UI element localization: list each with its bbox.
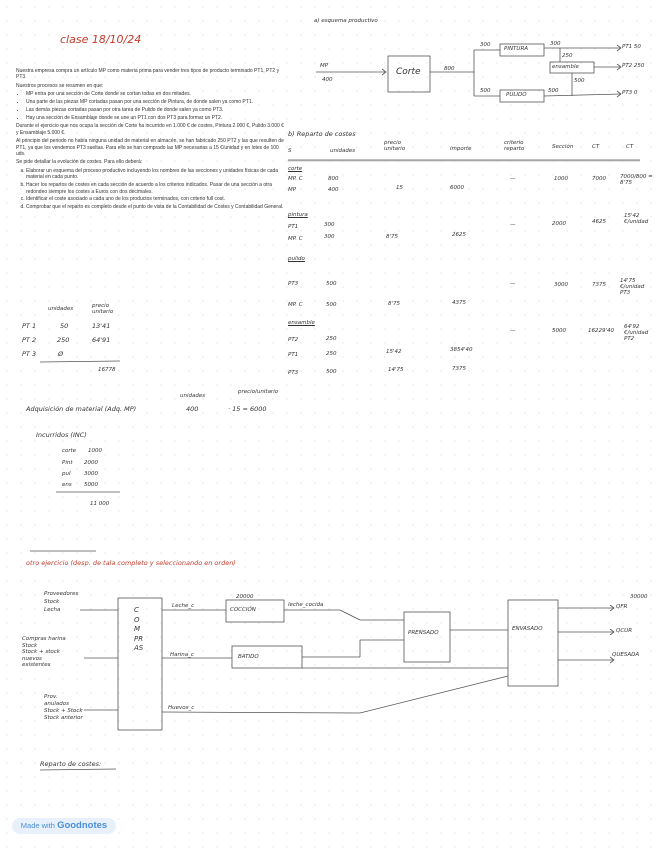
input-line: existentes — [22, 662, 51, 668]
inc-total: 11 000 — [90, 501, 110, 507]
inc-value: 3000 — [84, 471, 98, 477]
output-qfr-qty: 30000 — [630, 594, 648, 600]
prensado-label: PRENSADO — [408, 630, 439, 636]
task-item: c. Identificar el coste asociado a cada uno de los productos terminados, con criterio full cost. — [26, 196, 286, 202]
output-qfr: QFR — [616, 604, 628, 610]
result-qty: Ø — [58, 350, 64, 358]
task-item: d. Comprobar que el reparto es completo desde el punto de vista de la Contabilidad de Costes y Contabilidad General. — [26, 204, 286, 210]
inc-value: 2000 — [84, 460, 98, 466]
reparto-label: Reparto de costes: — [40, 760, 102, 768]
cost-item: PT3 — [288, 370, 299, 376]
adq-label: Adquisición de material (Adq. MP) — [26, 405, 137, 413]
task-intro: Se pide detallar la evolución de costes. Para ello deberá: — [16, 159, 143, 166]
costs-header: CT — [626, 144, 634, 150]
cost-amount: 6000 — [450, 185, 464, 191]
scheme-out-pt2: PT2 250 — [622, 63, 645, 69]
input-group — [22, 636, 66, 669]
costs-header: precio unitario — [384, 140, 406, 152]
inc-name: corte — [62, 448, 77, 454]
batido-label: BATIDO — [238, 654, 259, 660]
incurridos-label: Incurridos (INC) — [36, 431, 87, 439]
problem-intro: Nuestra empresa compra un artículo MP como materia prima para vender tres tipos de producto terminado PT1, PT2 y PT3. — [16, 68, 280, 81]
scheme-corte-out: 800 — [444, 66, 455, 72]
section-name: corte — [288, 166, 303, 172]
costs-header: CT — [592, 144, 600, 150]
cost-price: 15'42 — [386, 349, 402, 355]
scheme-title: a) esquema productivo — [314, 18, 378, 24]
result-qty: 50 — [60, 322, 69, 330]
section-name: ensamble — [288, 320, 315, 326]
input-line: Stock — [22, 642, 38, 649]
costs-header: criterio reparto — [504, 140, 525, 152]
input-line: Stock — [44, 599, 60, 605]
cost-item: PT1 — [288, 352, 299, 358]
cost-units: 800 — [328, 176, 339, 182]
badge-prefix: Made with — [20, 821, 55, 830]
cost-sec: 5000 — [552, 328, 566, 334]
cost-crit: — — [510, 222, 516, 228]
badge-brand: Goodnotes — [57, 820, 108, 831]
input-line: nuevos — [22, 655, 42, 662]
cost-price: 8'75 — [386, 234, 399, 240]
process-item: • MP entra por una sección de Corte donde se cortan todas en dos mitades. — [26, 91, 286, 97]
exercise2-title: otro ejercicio (desp. de tala completo y seleccionando en orden) — [26, 559, 236, 567]
cost-amount: 2625 — [452, 232, 466, 238]
cost-crit: — — [510, 176, 516, 182]
costs-header: unidades — [330, 148, 356, 154]
scheme-pintura-out: 300 — [550, 41, 561, 47]
result-qty: 250 — [57, 336, 70, 344]
leche-qty: 20000 — [236, 594, 254, 600]
coccion-label: COCCIÓN — [230, 607, 256, 613]
output-quesada: QUESADA — [612, 652, 640, 658]
cost-item: MP — [288, 187, 297, 193]
task-item: a. Elaborar un esquema del proceso productivo incluyendo los nombres de las secciones y unidades físicas de cada material en cada punto. — [26, 168, 286, 181]
cost-item: PT3 — [288, 281, 299, 287]
scheme-pintura: PINTURA — [504, 46, 529, 52]
goodnotes-badge — [12, 818, 116, 834]
scheme-ensamble: ensamble — [552, 64, 579, 70]
cost-ct2: 14'75 €/unidad PT3 — [620, 278, 645, 296]
output-qcur: QCUR — [616, 628, 633, 634]
cost-sec: 3000 — [554, 282, 568, 288]
scheme-pulido-out: 500 — [548, 88, 559, 94]
section-name: pulido — [288, 256, 305, 262]
leche-label: Leche_c — [172, 603, 195, 609]
cost-crit: — — [510, 281, 516, 287]
inc-name: Pint — [62, 460, 73, 466]
cost-ct2: 7000/800 = 8'75 — [620, 174, 653, 186]
cost-ct2: 64'92 €/unidad PT2 — [624, 324, 649, 342]
cost-ct1: 7000 — [592, 176, 606, 182]
input-group — [44, 590, 78, 614]
costs-header: S — [288, 148, 292, 154]
result-total: 16778 — [98, 367, 116, 373]
costs-header: Sección — [552, 144, 574, 150]
cost-units: 500 — [326, 302, 337, 308]
scheme-mp-qty: 400 — [322, 77, 333, 83]
scheme-out-pt1: PT1 50 — [622, 44, 641, 50]
process-item: • Hay una sección de Ensamblaje donde se une un PT1 con dos PT3 para formar un PT2. — [26, 115, 286, 121]
input-line: Stock + stock — [22, 649, 60, 655]
cost-price: 15 — [396, 185, 403, 191]
cost-sec: 1000 — [554, 176, 568, 182]
costs-paragraph: Durante el ejercicio que nos ocupa la sección de Corte ha incurrido en 1.000 € de costes, Pintura 2.000 €, Pulido 3.000 € y Ensamblaje 5.000 €. — [16, 123, 284, 136]
result-name: PT 3 — [22, 350, 37, 358]
inc-name: pul — [62, 471, 71, 477]
inc-value: 1000 — [88, 448, 102, 454]
adq-price-header: precio/unitario — [238, 389, 279, 395]
cost-item: MP. C — [288, 176, 303, 182]
cost-item: MP. C — [288, 302, 303, 308]
cost-units: 500 — [326, 281, 337, 287]
scheme-corte: Corte — [396, 67, 421, 77]
cost-amount: 7375 — [452, 366, 466, 372]
cost-units: 250 — [326, 351, 337, 357]
col-precio: precio unitario — [92, 303, 114, 315]
cost-ct2: 15'42 €/unidad — [624, 213, 649, 225]
result-price: 64'91 — [92, 336, 111, 344]
cost-item: PT1 — [288, 224, 299, 230]
scheme-pulido-to-ens: 500 — [574, 78, 585, 84]
cost-crit: — — [510, 328, 516, 334]
process-item: • Las demás piezas cortadas pasan por otra tarea de Pulido de donde salen ya como PT3. — [26, 107, 286, 113]
costs-header: importe — [450, 146, 472, 152]
input-line: Compras harina — [22, 636, 66, 642]
page-heading: clase 18/10/24 — [60, 33, 142, 46]
section-name: pintura — [288, 212, 308, 218]
input-line: Lecha — [44, 607, 61, 613]
scheme-lower-qty: 500 — [480, 88, 491, 94]
cost-sec: 2000 — [552, 221, 566, 227]
scheme-mp-label: MP — [320, 63, 329, 69]
scheme-pulido: PULIDO — [506, 92, 527, 98]
cost-units: 300 — [324, 222, 335, 228]
cost-ct1: 16229'40 — [588, 328, 615, 334]
input-group — [44, 694, 83, 722]
processes-intro: Nuestros procesos se resumen en que: — [16, 82, 104, 89]
cost-ct1: 4625 — [592, 219, 606, 225]
scheme-pintura-to-ens: 250 — [562, 53, 573, 59]
envasado-label: ENVASADO — [512, 626, 543, 632]
compras-label: COMPRAS — [134, 606, 144, 652]
result-name: PT 2 — [22, 336, 37, 344]
cost-ct1: 7375 — [592, 282, 606, 288]
cost-units: 300 — [324, 234, 335, 240]
scheme-out-pt3: PT3 0 — [622, 90, 638, 96]
adq-calc: · 15 = 6000 — [228, 405, 267, 413]
coccion-out: leche_cocida — [288, 602, 324, 608]
scheme-upper-qty: 300 — [480, 42, 491, 48]
process-item: • Una parte de las piezas MP cortadas pasan por una sección de Pintura, de donde salen ya como PT1. — [26, 99, 286, 105]
costs-title: b) Reparto de costes — [288, 130, 356, 138]
cost-amount: 4375 — [452, 300, 466, 306]
adq-units-header: unidades — [180, 393, 206, 399]
result-price: 13'41 — [92, 322, 111, 330]
cost-item: MP. C — [288, 236, 303, 242]
huevos-label: Huevos_c — [168, 705, 195, 711]
input-line: Stock + Stock — [44, 708, 83, 714]
input-line: Proveedores — [44, 591, 79, 597]
cost-amount: 3854'40 — [450, 347, 473, 353]
cost-units: 500 — [326, 369, 337, 375]
cost-item: PT2 — [288, 337, 299, 343]
adq-units: 400 — [186, 405, 199, 413]
result-name: PT 1 — [22, 322, 37, 330]
cost-price: 14'75 — [388, 367, 404, 373]
input-line: Prov. — [44, 694, 58, 700]
harina-label: Harina_c — [170, 652, 194, 658]
col-unidades: unidades — [48, 306, 74, 312]
inc-value: 5000 — [84, 482, 98, 488]
task-item: b. Hacer los repartos de costes en cada sección de acuerdo a los criterios indicados. Pasar de una sección a otra redondeo siempre los costes a Euros con dos decimales. — [26, 182, 286, 195]
cost-price: 8'75 — [388, 301, 401, 307]
input-line: Stock anterior — [44, 715, 83, 721]
cost-units: 250 — [326, 336, 337, 342]
inc-name: ens — [62, 482, 72, 488]
cost-units: 400 — [328, 187, 339, 193]
stock-paragraph: Al principio del periodo no había ninguna unidad de material en almacén, se han fabricado 250 PT2 y las que resulten de PT1, ya que los vendemos PT3 sueltas. Para ello se han comprado las MP necesarias a 15 €/unidad y en lotes de 100 uds. — [16, 138, 284, 157]
input-line: anulados — [44, 701, 69, 707]
